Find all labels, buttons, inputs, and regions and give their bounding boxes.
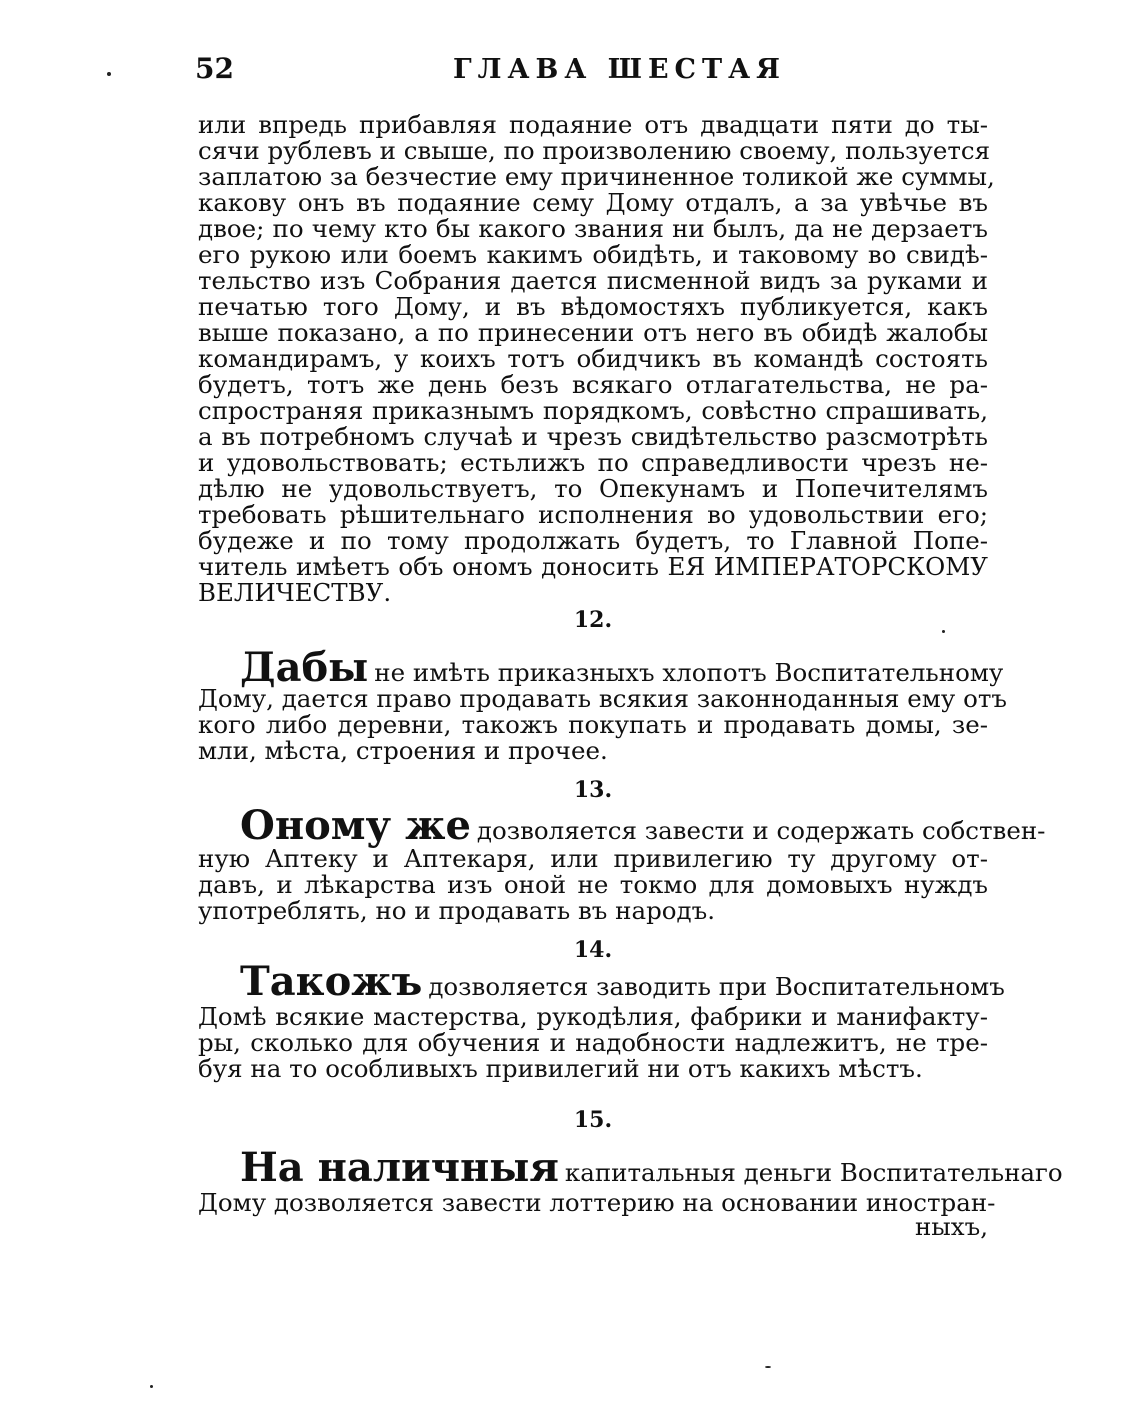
text-line: дѣлю не удовольствуетъ, то Опекунамъ и Попечителямъ <box>198 474 988 503</box>
lead-word: На наличныя <box>240 1144 559 1191</box>
text-line: употреблять, но и продавать въ народъ. <box>198 896 715 925</box>
text-line: какову онъ въ подаяние сему Дому отдалъ, а за увѣчье въ <box>198 188 988 217</box>
page-header <box>195 52 985 92</box>
text-line: ры, сколько для обучения и надобности надлежитъ, не тре- <box>198 1028 988 1057</box>
text-line: выше показано, а по принесении отъ него въ обидѣ жалобы <box>198 318 988 347</box>
running-head: ГЛАВА ШЕСТАЯ <box>453 54 786 85</box>
scan-speck <box>942 630 945 633</box>
text-line: его рукою или боемъ какимъ обидѣть, и таковому во свидѣ- <box>198 240 988 269</box>
line-text: дозволяется завести и содержать собствен- <box>476 816 1046 845</box>
text-line <box>240 802 1046 849</box>
text-line: командирамъ, у коихъ тотъ обидчикъ въ командѣ состоять <box>198 344 988 373</box>
text-line: давъ, и лѣкарства изъ оной не токмо для домовыхъ нуждъ <box>198 870 988 899</box>
text-line: мли, мѣста, строения и прочее. <box>198 736 608 765</box>
text-line: Дому, дается право продавать всякия законноданныя ему отъ <box>198 684 1007 713</box>
text-line: буя на то особливыхъ привилегий ни отъ какихъ мѣстъ. <box>198 1054 923 1083</box>
lead-word: Дабы <box>240 644 369 691</box>
text-line: Домѣ всякие мастерства, рукодѣлия, фабрики и манифакту- <box>198 1002 988 1031</box>
text-line: заплатою за безчестие ему причиненное толикой же суммы, <box>198 162 995 191</box>
section-number-14: 14. <box>573 937 613 963</box>
text-line: и удовольствовать; естьлижъ по справедливости чрезъ не- <box>198 448 988 477</box>
text-line: тельство изъ Собрания дается писменной видъ за руками и <box>198 266 988 295</box>
scan-speck <box>107 72 111 76</box>
text-line: сячи рублевъ и свыше, по произволению своему, пользуется <box>198 136 991 165</box>
text-line: ную Аптеку и Аптекаря, или привилегию ту другому от- <box>198 844 988 873</box>
text-line: или впредь прибавляя подаяние отъ двадцати пяти до ты- <box>198 110 988 139</box>
text-line: печатью того Дому, и въ вѣдомостяхъ публикуется, какъ <box>198 292 988 321</box>
line-text: капитальныя деньги Воспитательнаго <box>564 1158 1063 1187</box>
text-line: ВЕЛИЧЕСТВУ. <box>198 578 392 607</box>
text-line <box>240 958 1005 1005</box>
text-line: а въ потребномъ случаѣ и чрезъ свидѣтельство разсмотрѣть <box>198 422 988 451</box>
text-line <box>240 1144 1063 1191</box>
section-number-13: 13. <box>573 777 613 803</box>
text-line: будетъ, тотъ же день безъ всякаго отлагательства, не ра- <box>198 370 988 399</box>
text-line: спространяя приказнымъ порядкомъ, совѣстно спрашивать, <box>198 396 988 425</box>
page-number: 52 <box>195 52 234 85</box>
scan-speck <box>150 1385 153 1388</box>
section-number-15: 15. <box>573 1107 613 1133</box>
text-line: двое; по чему кто бы какого звания ни былъ, да не дерзаетъ <box>198 214 988 243</box>
scan-speck <box>765 1366 771 1368</box>
text-line: требовать рѣшительнаго исполнения во удовольствии его; <box>198 500 988 529</box>
text-line: Дому дозволяется завести лоттерию на основании иностран- <box>198 1188 996 1217</box>
section-number-12: 12. <box>573 607 613 633</box>
line-text: не имѣть приказныхъ хлопотъ Воспитательному <box>374 658 1004 687</box>
lead-word: Оному же <box>240 802 471 849</box>
text-line: читель имѣетъ объ ономъ доносить ЕЯ ИМПЕРАТОРСКОМУ <box>198 552 988 581</box>
text-line: ныхъ, <box>914 1212 988 1241</box>
text-line: кого либо деревни, такожъ покупать и продавать домы, зе- <box>198 710 988 739</box>
text-line <box>240 644 1004 691</box>
lead-word: Такожъ <box>240 958 423 1005</box>
line-text: дозволяется заводить при Воспитательномъ <box>428 972 1005 1001</box>
text-line: будеже и по тому продолжать будетъ, то Главной Попе- <box>198 526 988 555</box>
